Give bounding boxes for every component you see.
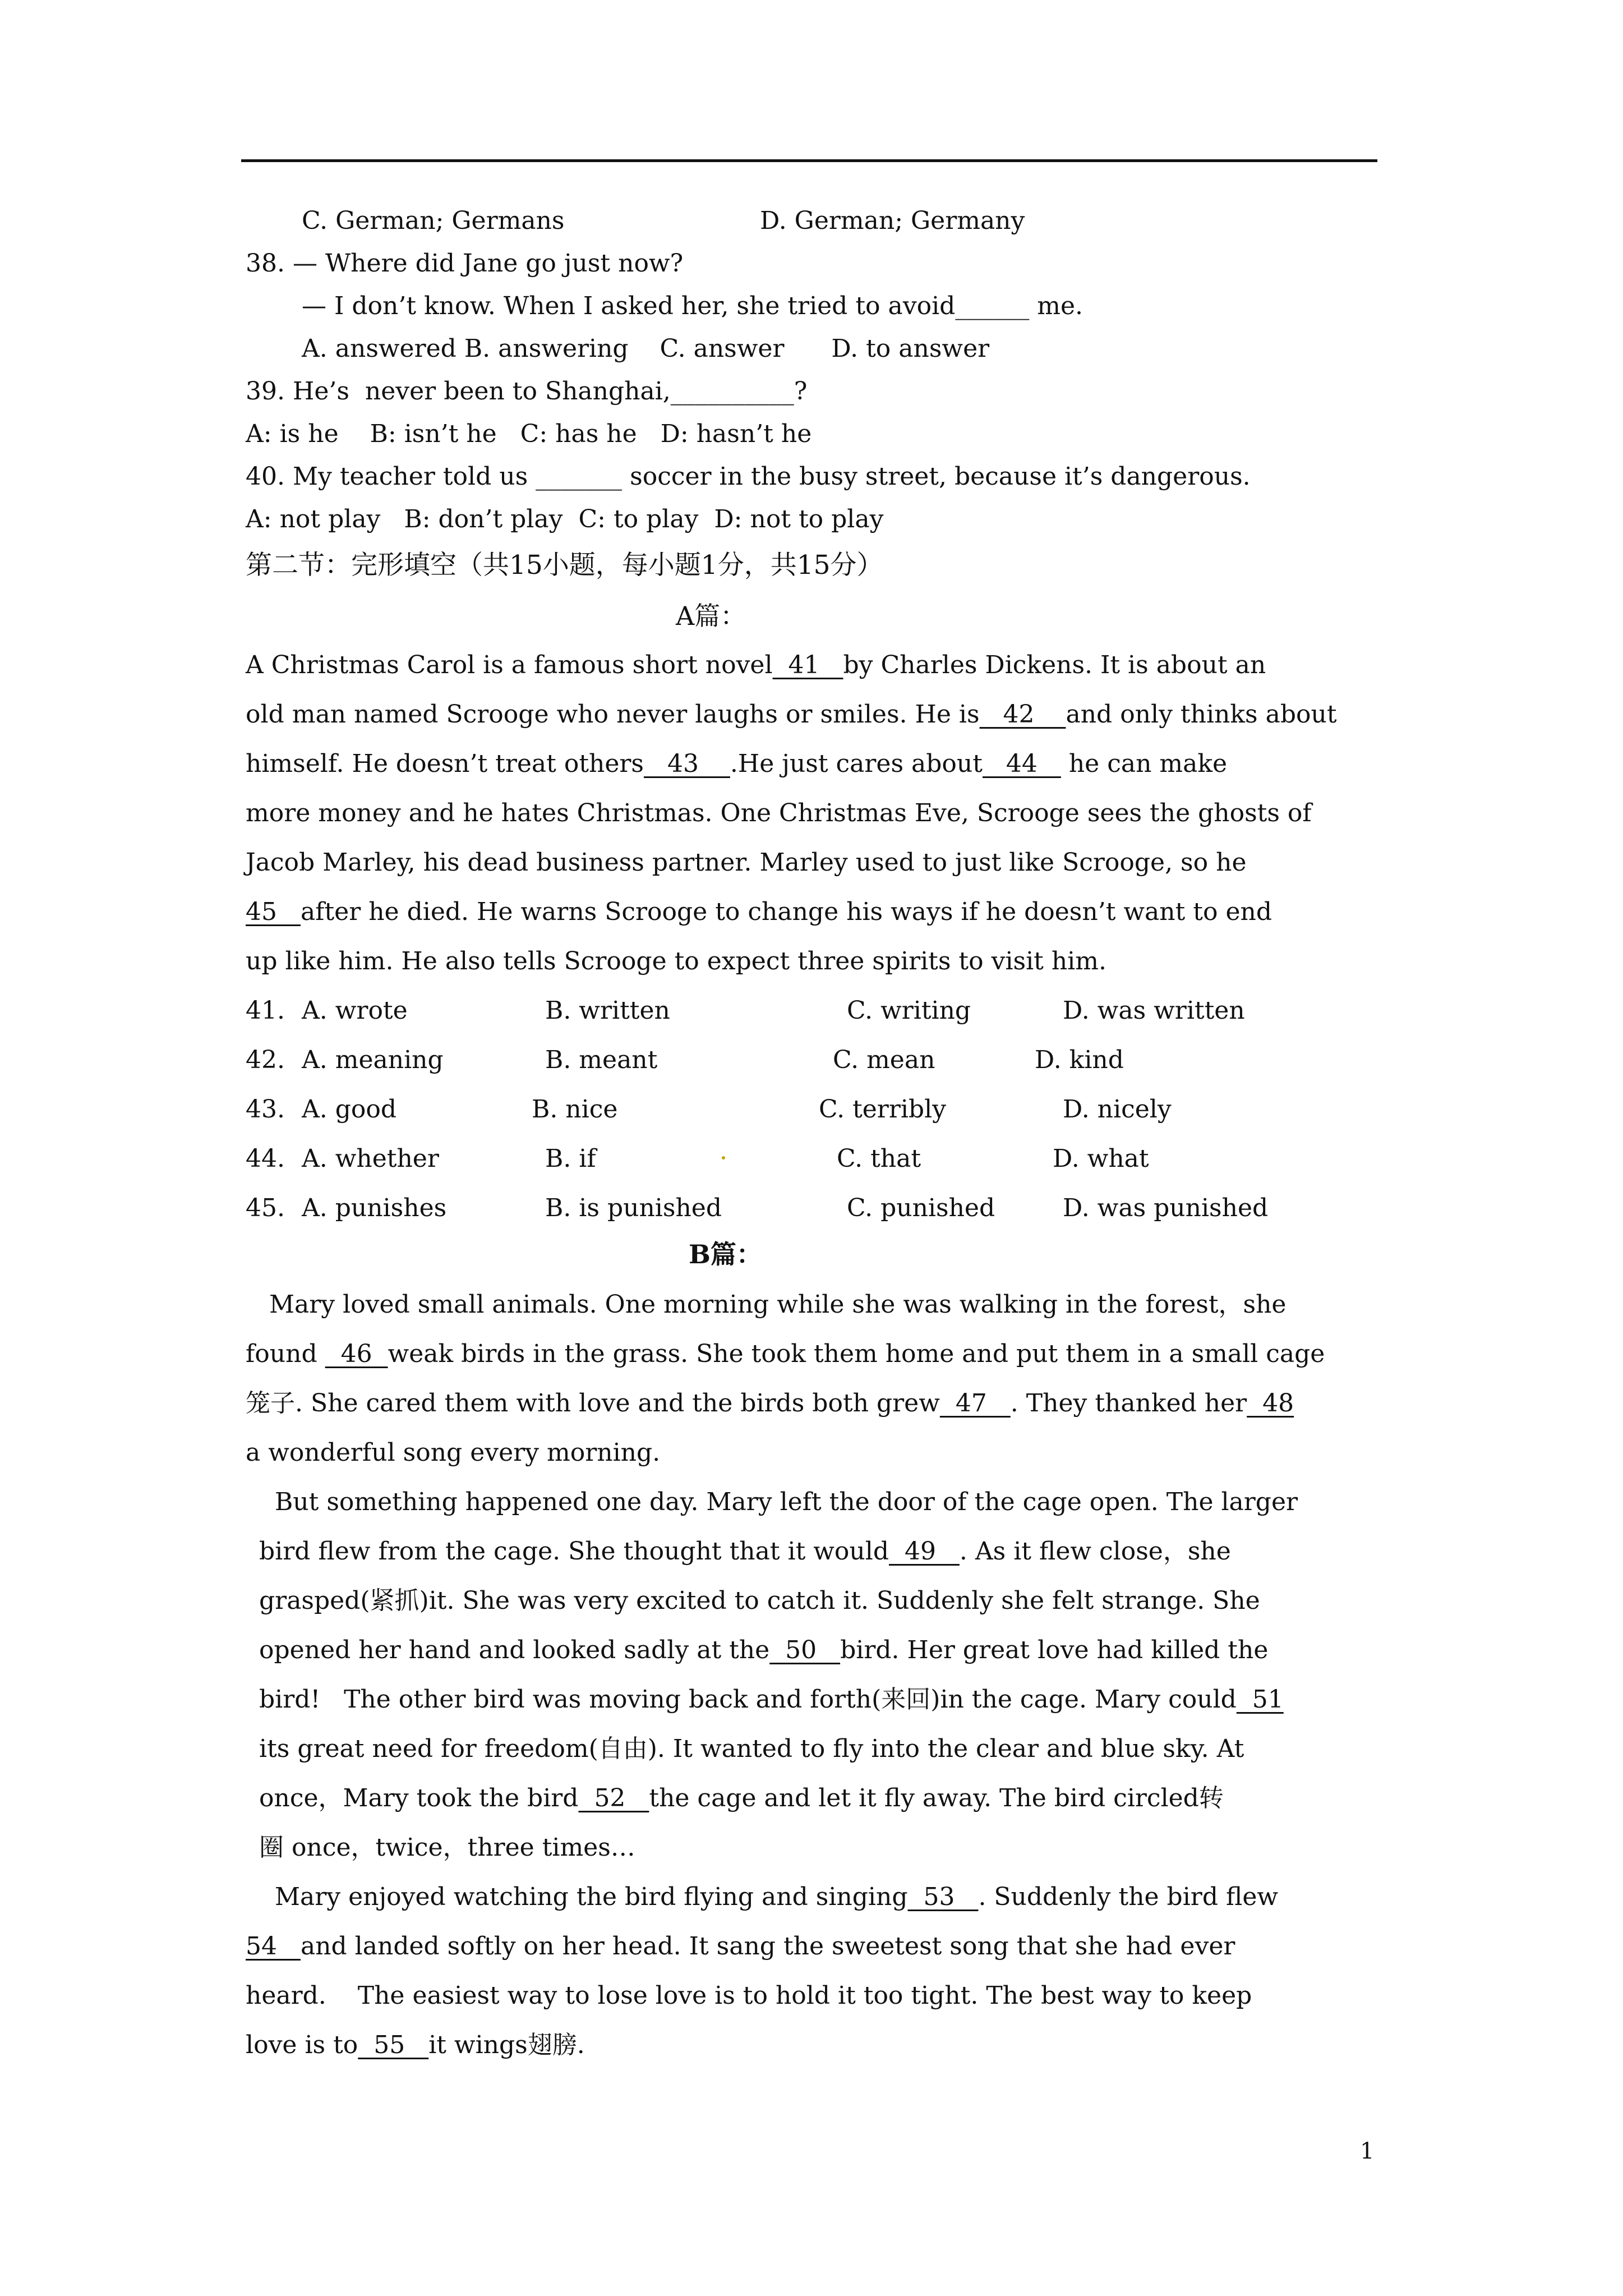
choice-44-a: A. whether bbox=[302, 1144, 439, 1173]
passage-b-line-11: once，Mary took the bird 52 the cage and let it fly away. The bird circled转 bbox=[259, 1784, 1224, 1812]
header-rule bbox=[241, 159, 1377, 162]
section-title: 第二节：完形填空（共15小题，每小题1分，共15分） bbox=[246, 550, 883, 581]
choice-44-c: C. that bbox=[837, 1144, 921, 1173]
blank-42: 42 bbox=[979, 700, 1066, 729]
choice-43-b: B. nice bbox=[532, 1095, 618, 1124]
q40-blank: _______ bbox=[536, 462, 623, 491]
passage-b-line-9: bird! The other bird was moving back and forth(来回)in the cage. Mary could 51 bbox=[259, 1685, 1284, 1714]
choice-45-d: D. was punished bbox=[1063, 1194, 1269, 1222]
passage-b-line-15: heard. The easiest way to lose love is to hold it too tight. The best way to keep bbox=[246, 1981, 1252, 2010]
blank-45: 45 bbox=[246, 898, 301, 926]
choice-row-44-num: 44. bbox=[246, 1144, 285, 1173]
blank-46: 46 bbox=[325, 1340, 388, 1368]
choice-row-42-num: 42. bbox=[246, 1046, 285, 1074]
choice-42-d: D. kind bbox=[1035, 1046, 1124, 1074]
q38-options: A. answered B. answering C. answer D. to answer bbox=[302, 334, 990, 363]
choice-41-b: B. written bbox=[545, 996, 670, 1025]
choice-43-d: D. nicely bbox=[1063, 1095, 1172, 1124]
choice-45-c: C. punished bbox=[847, 1194, 995, 1222]
choice-row-41-num: 41. bbox=[246, 996, 285, 1025]
blank-55: 55 bbox=[358, 2031, 429, 2059]
passage-a-line-4: more money and he hates Christmas. One Christmas Eve, Scrooge sees the ghosts of bbox=[246, 799, 1312, 827]
passage-b-line-10: its great need for freedom(自由). It wanted to fly into the clear and blue sky. At bbox=[259, 1734, 1244, 1763]
blank-53: 53 bbox=[907, 1883, 979, 1911]
passage-b-line-14: 54 and landed softly on her head. It sang the sweetest song that she had ever bbox=[246, 1932, 1235, 1961]
choice-44-b: B. if bbox=[545, 1144, 596, 1173]
stray-dot-mark bbox=[722, 1156, 725, 1159]
choice-45-b: B. is punished bbox=[545, 1194, 722, 1222]
blank-47: 47 bbox=[939, 1389, 1011, 1418]
passage-b-line-4: a wonderful song every morning. bbox=[246, 1438, 661, 1467]
page-number: 1 bbox=[1360, 2138, 1375, 2164]
passage-b-line-6: bird flew from the cage. She thought that it would 49 . As it flew close，she bbox=[259, 1537, 1231, 1566]
passage-a-line-2: old man named Scrooge who never laughs or smiles. He is 42 and only thinks about bbox=[246, 700, 1337, 729]
q39-stem: 39. He’s never been to Shanghai,__________? bbox=[246, 377, 808, 406]
passage-b-line-5: But something happened one day. Mary left the door of the cage open. The larger bbox=[259, 1488, 1298, 1516]
passage-b-line-3: 笼子. She cared them with love and the birds both grew 47 . They thanked her 48 bbox=[246, 1389, 1294, 1418]
blank-41: 41 bbox=[772, 651, 843, 679]
choice-42-a: A. meaning bbox=[302, 1046, 444, 1074]
choice-44-d: D. what bbox=[1053, 1144, 1149, 1173]
q38-blank: ______ bbox=[955, 292, 1030, 320]
choice-42-b: B. meant bbox=[545, 1046, 658, 1074]
choice-row-43-num: 43. bbox=[246, 1095, 285, 1124]
choice-row-45-num: 45. bbox=[246, 1194, 285, 1222]
q40-stem: 40. My teacher told us _______ soccer in the busy street, because it’s dangerous. bbox=[246, 462, 1251, 491]
q37-option-d: D. German; Germany bbox=[760, 206, 1025, 235]
blank-44: 44 bbox=[982, 749, 1061, 778]
choice-43-c: C. terribly bbox=[819, 1095, 947, 1124]
passage-b-heading: B篇： bbox=[689, 1239, 762, 1269]
passage-b-line-1: Mary loved small animals. One morning while she was walking in the forest，she bbox=[246, 1290, 1287, 1319]
choice-41-d: D. was written bbox=[1063, 996, 1245, 1025]
blank-51: 51 bbox=[1236, 1685, 1284, 1714]
passage-a-line-7: up like him. He also tells Scrooge to expect three spirits to visit him. bbox=[246, 947, 1106, 976]
passage-a-line-3: himself. He doesn’t treat others 43 .He just cares about 44 he can make bbox=[246, 749, 1228, 778]
choice-42-c: C. mean bbox=[833, 1046, 935, 1074]
blank-43: 43 bbox=[644, 749, 730, 778]
passage-a-heading: A篇： bbox=[676, 601, 746, 631]
choice-45-a: A. punishes bbox=[302, 1194, 447, 1222]
q37-option-c: C. German; Germans bbox=[302, 206, 565, 235]
passage-b-line-13: Mary enjoyed watching the bird flying and singing 53 . Suddenly the bird flew bbox=[259, 1883, 1279, 1911]
passage-b-line-8: opened her hand and looked sadly at the 50 bird. Her great love had killed the bbox=[259, 1636, 1269, 1664]
blank-50: 50 bbox=[769, 1636, 841, 1664]
q39-blank: __________ bbox=[670, 377, 794, 406]
blank-52: 52 bbox=[578, 1784, 649, 1812]
blank-54: 54 bbox=[246, 1932, 301, 1961]
passage-a-line-5: Jacob Marley, his dead business partner. Marley used to just like Scrooge, so he bbox=[246, 848, 1247, 877]
choice-41-a: A. wrote bbox=[302, 996, 408, 1025]
blank-49: 49 bbox=[889, 1537, 960, 1566]
q39-options: A: is he B: isn’t he C: has he D: hasn’t he bbox=[246, 420, 812, 448]
choice-41-c: C. writing bbox=[847, 996, 971, 1025]
q40-options: A: not play B: don’t play C: to play D: not to play bbox=[246, 505, 884, 533]
passage-b-line-2: found 46 weak birds in the grass. She took them home and put them in a small cage bbox=[246, 1340, 1325, 1368]
choice-43-a: A. good bbox=[302, 1095, 397, 1124]
passage-a-line-1: A Christmas Carol is a famous short novel 41 by Charles Dickens. It is about an bbox=[246, 651, 1266, 679]
passage-a-line-6: 45 after he died. He warns Scrooge to change his ways if he doesn’t want to end bbox=[246, 898, 1272, 926]
blank-48: 48 bbox=[1247, 1389, 1294, 1418]
passage-b-line-7: grasped(紧抓)it. She was very excited to catch it. Suddenly she felt strange. She bbox=[259, 1586, 1260, 1615]
q38-reply: — I don’t know. When I asked her, she tried to avoid______ me. bbox=[302, 292, 1083, 320]
passage-b-line-12: 圈 once，twice，three times… bbox=[259, 1833, 635, 1862]
q38-stem: 38. — Where did Jane go just now? bbox=[246, 249, 684, 278]
passage-b-line-16: love is to 55 it wings翅膀. bbox=[246, 2031, 585, 2059]
